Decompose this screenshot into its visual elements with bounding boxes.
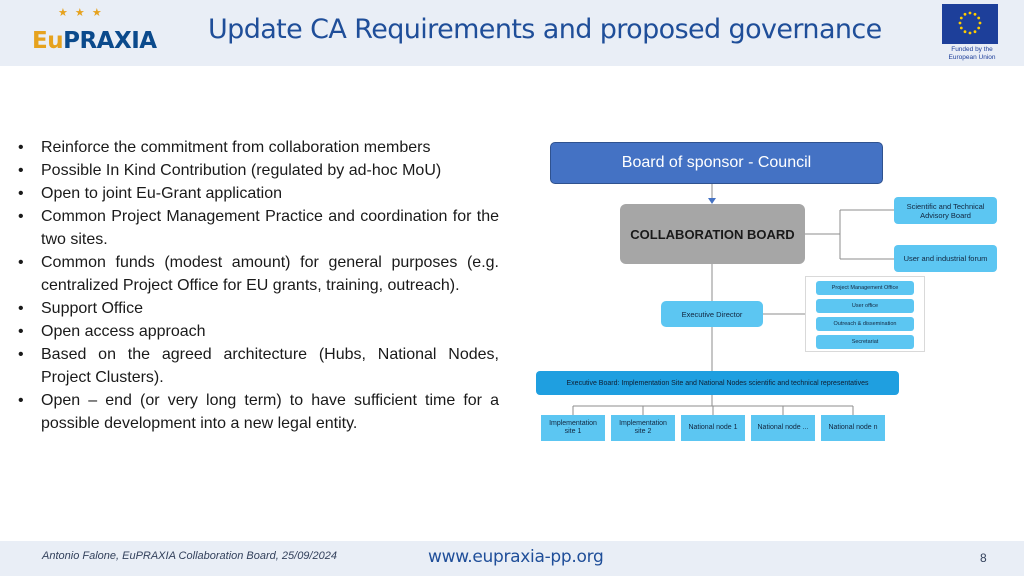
user-industrial-forum-box: User and industrial forum [894,245,997,272]
bullet-item: • Support Office [16,297,499,320]
bullet-item: • Based on the agreed architecture (Hubs, National Nodes, Project Clusters). [16,343,499,389]
bullet-item: • Common Project Management Practice and coordination for the two sites. [16,205,499,251]
footer-website-link[interactable]: www.eupraxia-pp.org [428,547,604,567]
node-box: National node 1 [681,415,745,441]
collaboration-board-box: COLLABORATION BOARD [620,204,805,264]
board-of-sponsor-box: Board of sponsor - Council [550,142,883,184]
eu-caption-line1: Funded by the [951,46,993,53]
node-box: National node ... [751,415,815,441]
logo-text-eu: Eu [32,28,64,54]
slide-footer [0,541,1024,576]
node-box: Implementation site 2 [611,415,675,441]
bullet-item: • Reinforce the commitment from collaboration members [16,136,499,159]
office-item: Outreach & dissemination [816,317,914,331]
office-item: Secretariat [816,335,914,349]
slide-title: Update CA Requirements and proposed governance [208,14,882,45]
eu-caption-line2: European Union [948,54,996,61]
executive-board-box: Executive Board: Implementation Site and National Nodes scientific and technical representatives [536,371,899,395]
office-item: Project Management Office [816,281,914,295]
logo-stars-icon: ★ ★ ★ [58,7,104,19]
node-box: National node n [821,415,885,441]
logo-text-rest: PRAXIA [63,28,157,54]
scientific-advisory-board-box: Scientific and Technical Advisory Board [894,197,997,224]
bullet-item: • Open to joint Eu-Grant application [16,182,499,205]
bullet-item: • Possible In Kind Contribution (regulated by ad-hoc MoU) [16,159,499,182]
bullet-item: • Common funds (modest amount) for general purposes (e.g. centralized Project Office for EU grants, training, outreach). [16,251,499,297]
office-item: User office [816,299,914,313]
node-box: Implementation site 1 [541,415,605,441]
bullet-item: • Open – end (or very long term) to have sufficient time for a possible development into a new legal entity. [16,389,499,435]
page-number: 8 [980,551,987,565]
executive-director-box: Executive Director [661,301,763,327]
footer-author: Antonio Falone, EuPRAXIA Collaboration Board, 25/09/2024 [42,550,337,562]
bullet-item: • Open access approach [16,320,499,343]
